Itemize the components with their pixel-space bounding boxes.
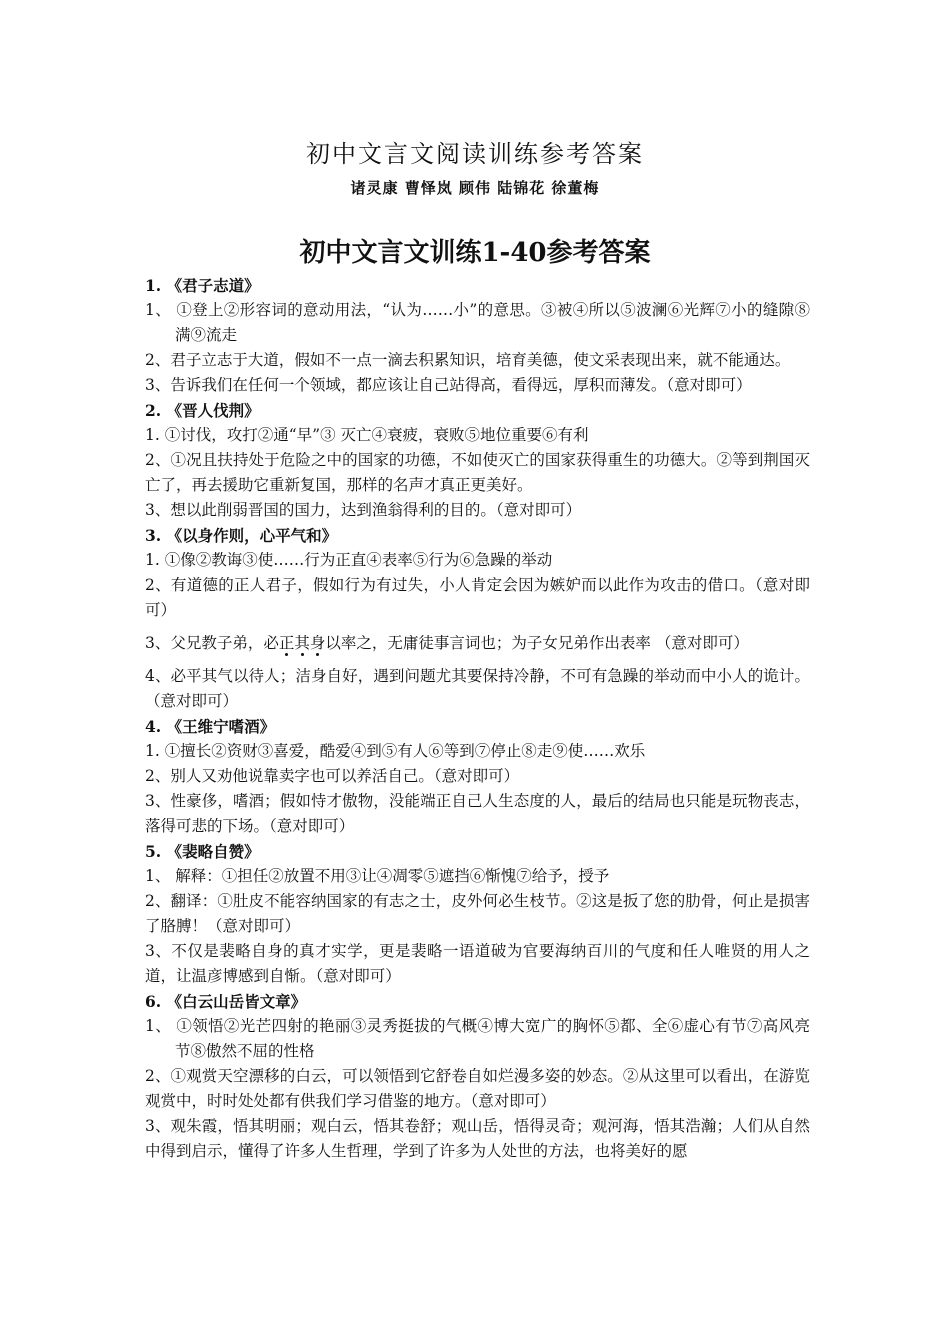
answer-line: 2、别人又劝他说靠卖字也可以养活自己。（意对即可） [145, 767, 520, 785]
item-heading: 4. 《王维宁嗜酒》 [145, 717, 276, 736]
answer-line: 2、①观赏天空漂移的白云，可以领悟到它舒卷自如烂漫多姿的妙态。②从这里可以看出，在游览观赏中，时时处处都有供我们学习借鉴的地方。（意对即可） [145, 1067, 810, 1110]
item-heading: 6. 《白云山岳皆文章》 [145, 992, 307, 1011]
answer-line: 3、性豪侈，嗜酒；假如恃才傲物，没能端正自己人生态度的人，最后的结局也只能是玩物丧志，落得可悲的下场。（意对即可） [145, 792, 810, 835]
answer-line: 1. ①像②教诲③使……行为正直④表率⑤行为⑥急躁的举动 [145, 551, 553, 569]
answer-line: 2、①况且扶持处于危险之中的国家的功德，不如使灭亡的国家获得重生的功德大。②等到荆国灭亡了，再去援助它重新复国，那样的名声才真正更美好。 [145, 451, 810, 494]
answer-line: 3、告诉我们在任何一个领域，都应该让自己站得高，看得远，厚积而薄发。（意对即可） [145, 376, 752, 394]
emphasis-char: 其 [294, 634, 310, 652]
answer-line: 3、观朱霞，悟其明丽；观白云，悟其卷舒；观山岳，悟得灵奇；观河海，悟其浩瀚；人们从自然中得到启示，懂得了许多人生哲理，学到了许多为人处世的方法，也将美好的愿 [145, 1117, 810, 1160]
author-list: 诸灵康 曹怿岚 顾伟 陆锦花 徐董梅 [350, 179, 600, 197]
answer-line-emphasis [145, 631, 810, 656]
answer-line: 2、翻译：①肚皮不能容纳国家的有志之士，皮外何必生枝节。②这是扳了您的肋骨，何止是损害了胳膊！（意对即可） [145, 892, 810, 935]
section-title: 初中文言文训练1-40参考答案 [299, 238, 651, 268]
document-title: 初中文言文阅读训练参考答案 [306, 140, 644, 168]
item-heading: 5. 《裴略自赞》 [145, 842, 260, 861]
emphasis-char: 身 [309, 634, 326, 652]
answer-text: 3、父兄教子弟，必 [145, 634, 279, 652]
item-heading: 3. 《以身作则，心平气和》 [145, 526, 338, 545]
emphasis-char: 正 [278, 634, 295, 652]
answer-line: 4、必平其气以待人；洁身自好，遇到问题尤其要保持冷静，不可有急躁的举动而中小人的诡计。（意对即可） [145, 667, 810, 710]
answer-line: 2、有道德的正人君子，假如行为有过失，小人肯定会因为嫉妒而以此作为攻击的借口。（意对即可） [145, 576, 810, 619]
answer-line: 1. ①讨伐，攻打②通“早”③ 灭亡④衰疲，衰败⑤地位重要⑥有利 [145, 426, 589, 444]
answer-line: 3、不仅是裴略自身的真才实学，更是裴略一语道破为官要海纳百川的气度和任人唯贤的用人之道，让温彦博感到自惭。（意对即可） [145, 942, 810, 985]
answer-body [145, 273, 810, 1164]
answer-line: 3、想以此削弱晋国的国力，达到渔翁得利的目的。（意对即可） [145, 501, 582, 519]
answer-line: 1、 ①登上②形容词的意动用法，“认为……小”的意思。③被④所以⑤波澜⑥光辉⑦小的缝隙⑧满⑨流走 [145, 301, 810, 344]
answer-line: 1、 解释：①担任②放置不用③让④凋零⑤遮挡⑥惭愧⑦给予，授予 [145, 867, 610, 885]
answer-line: 2、君子立志于大道，假如不一点一滴去积累知识，培育美德，使文采表现出来，就不能通达。 [145, 351, 791, 369]
answer-text: 以率之，无庸徒事言词也；为子女兄弟作出表率 （意对即可） [325, 634, 749, 652]
answer-line: 1、 ①领悟②光芒四射的艳丽③灵秀挺拔的气概④博大宽广的胸怀⑤都、全⑥虚心有节⑦高风亮节⑧傲然不屈的性格 [145, 1017, 810, 1060]
answer-line: 1. ①擅长②资财③喜爱，酷爱④到⑤有人⑥等到⑦停止⑧走⑨使……欢乐 [145, 742, 646, 760]
item-heading: 1. 《君子志道》 [145, 276, 260, 295]
item-heading: 2. 《晋人伐荆》 [145, 401, 260, 420]
